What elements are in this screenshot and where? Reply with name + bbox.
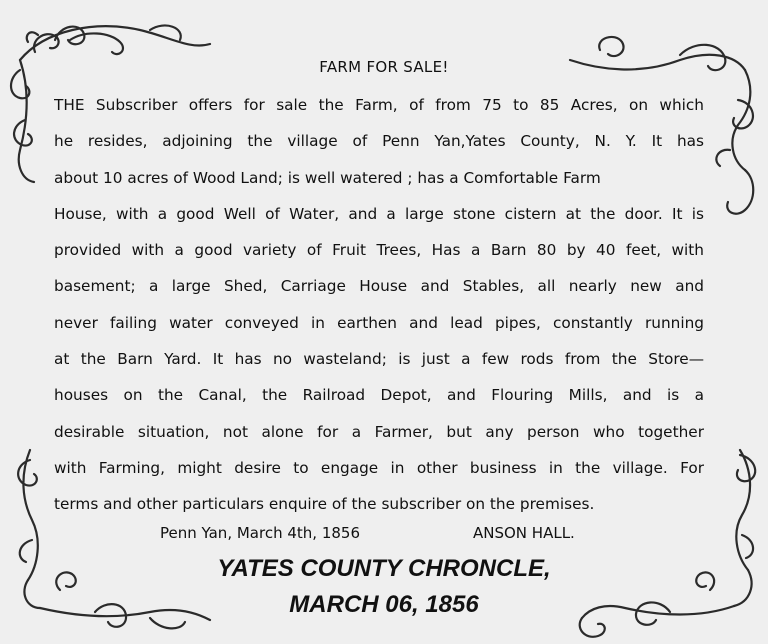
newspaper-date: MARCH 06, 1856 <box>289 591 479 618</box>
ad-heading: FARM FOR SALE! <box>319 58 449 76</box>
body-line: THE Subscriber offers for sale the Farm, of from 75 to 85 Acres, on which <box>54 96 704 114</box>
body-line: desirable situation, not alone for a Farmer, but any person who together <box>54 422 704 441</box>
body-line: House, with a good Well of Water, and a large stone cistern at the door. It is <box>54 204 704 223</box>
body-line: with Farming, might desire to engage in other business in the village. For <box>54 458 704 477</box>
newspaper-name: YATES COUNTY CHRONCLE, <box>217 555 551 582</box>
ad-body <box>54 87 704 523</box>
body-line: never failing water conveyed in earthen and lead pipes, constantly running <box>54 313 704 332</box>
body-line: he resides, adjoining the village of Penn Yan,Yates County, N. Y. It has <box>54 132 704 151</box>
signature: ANSON HALL. <box>473 524 575 542</box>
body-line: provided with a good variety of Fruit Trees, Has a Barn 80 by 40 feet, with <box>54 241 704 260</box>
dateline: Penn Yan, March 4th, 1856 <box>160 524 360 542</box>
body-line: basement; a large Shed, Carriage House and Stables, all nearly new and <box>54 277 704 296</box>
body-line: houses on the Canal, the Railroad Depot, and Flouring Mills, and is a <box>54 386 704 405</box>
body-line: at the Barn Yard. It has no wasteland; is just a few rods from the Store— <box>54 350 704 369</box>
body-line: terms and other particulars enquire of the subscriber on the premises. <box>54 495 595 514</box>
body-line: about 10 acres of Wood Land; is well watered ; has a Comfortable Farm <box>54 168 601 187</box>
